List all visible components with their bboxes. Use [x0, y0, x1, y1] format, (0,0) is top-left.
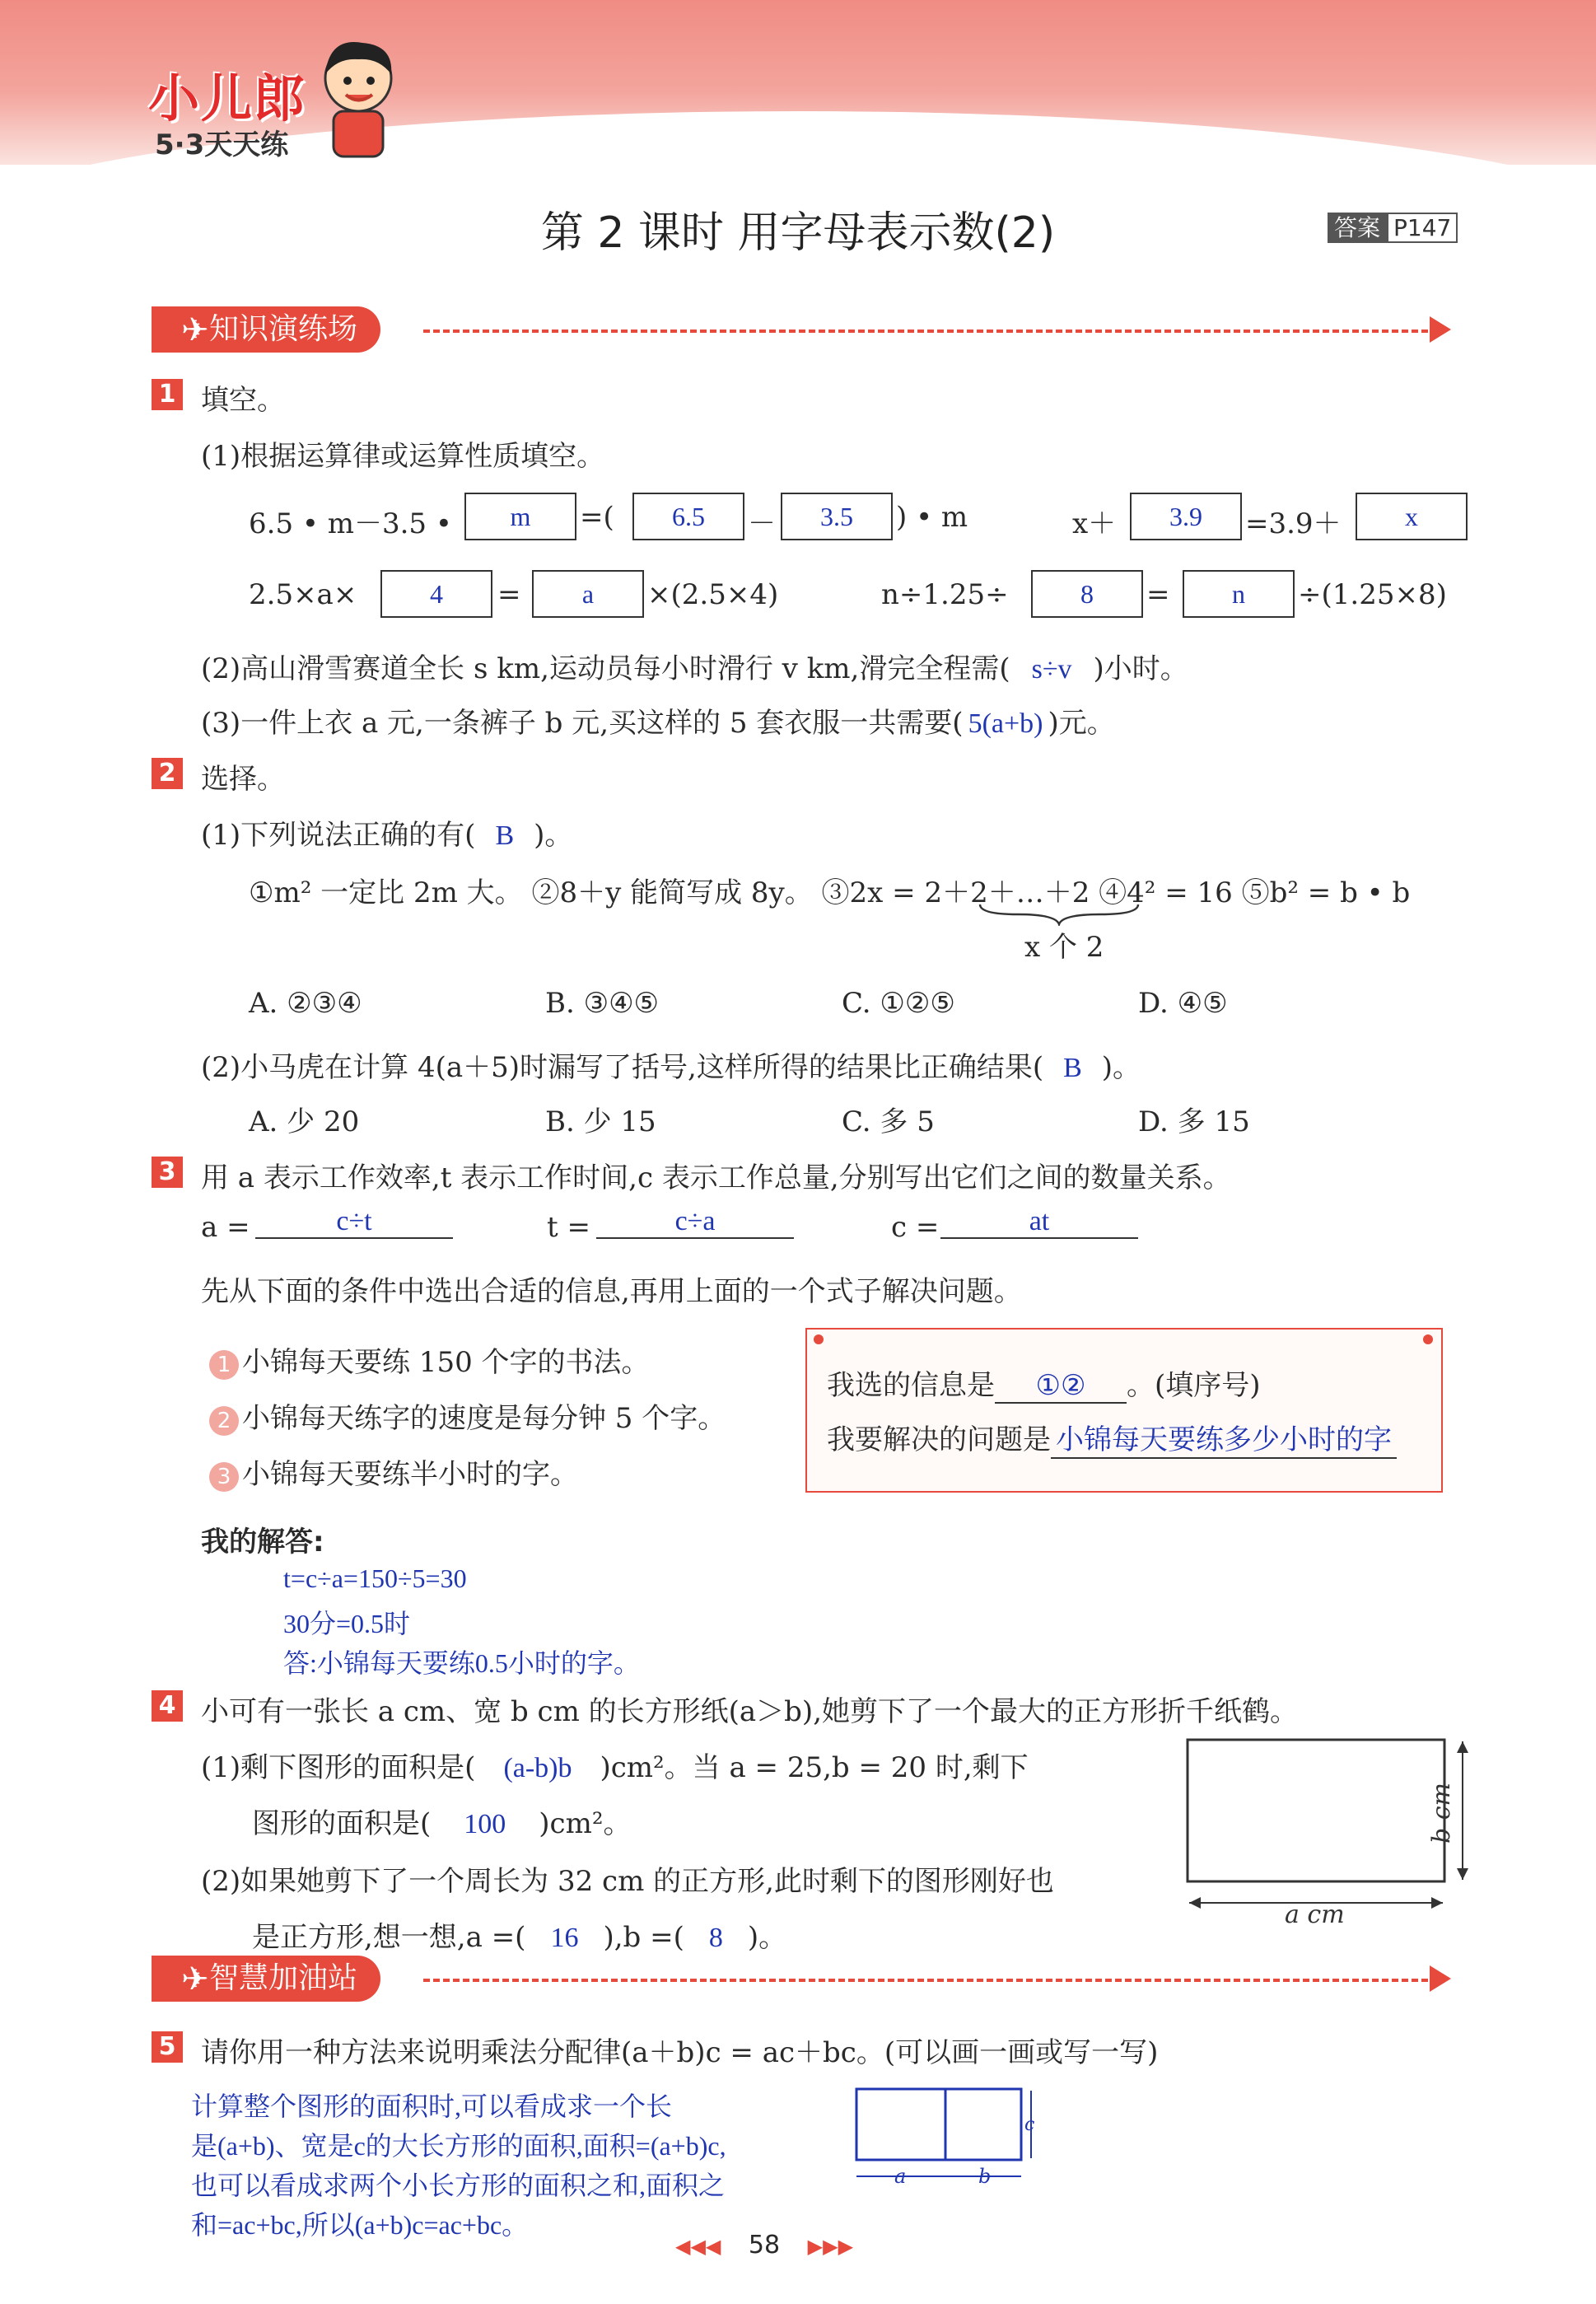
q4-part2b-mid: ),b =(: [603, 1921, 684, 1954]
q3-c-answer: at: [940, 1206, 1138, 1239]
lesson-title: 第 2 课时 用字母表示数(2): [540, 208, 1056, 258]
mascot-boy-icon: [313, 33, 404, 165]
section-practice-header: [152, 306, 1469, 356]
section-dash-line: [423, 329, 1428, 333]
q3-note-line1-pre: 我选的信息是: [827, 1369, 995, 1402]
q4-part2b-answer-a: 16: [550, 1923, 579, 1953]
q1-part2-post: )小时。: [1093, 652, 1188, 685]
next-arrows-icon: ▶▶▶: [807, 2235, 854, 2258]
q2-option2-d: D. 多 15: [1138, 1105, 1250, 1138]
q1-line2-text-b: n÷1.25÷: [881, 578, 1009, 611]
q1-line1-box5: x: [1356, 493, 1468, 540]
q1-part3: [201, 700, 1115, 741]
q2-option2-a: A. 少 20: [249, 1105, 360, 1138]
q4-part1b-answer: 100: [464, 1809, 506, 1839]
q2-part2-pre: (2)小马虎在计算 4(a＋5)时漏写了括号,这样所得的结果比正确结果(: [201, 1051, 1044, 1084]
section-dash-line: [423, 1979, 1428, 1982]
cond-text-1: 小锦每天要练 150 个字的书法。: [242, 1346, 650, 1379]
q1-part1: (1)根据运算律或运算性质填空。: [201, 440, 605, 473]
brand-logo: 小儿郎: [148, 68, 307, 129]
q4-part1b-post: )cm²。: [539, 1807, 632, 1840]
q1-part3-pre: (3)一件上衣 a 元,一条裤子 b 元,买这样的 5 套衣服一共需要(: [201, 707, 964, 740]
q2-option1-b: B. ③④⑤: [545, 987, 660, 1020]
q2-option2-b: B. 少 15: [545, 1105, 656, 1138]
q1-line2-box1: 4: [380, 570, 492, 618]
q5-fig-c-label: c: [1024, 2115, 1035, 2135]
q3-note-line1: [827, 1362, 1261, 1404]
q2-part1-post: )。: [534, 819, 573, 852]
q2-part2-answer: B: [1063, 1053, 1082, 1083]
q3-t-label: t =: [547, 1211, 590, 1244]
q2-statements: ①m² 一定比 2m 大。 ②8＋y 能简写成 8y。 ③2x = 2＋2＋…＋2 ④4² = 16 ⑤b² = b • b: [249, 876, 1411, 909]
q4-fig-a-label: a cm: [1285, 1900, 1345, 1929]
q3-note-line1-answer: ①②: [995, 1369, 1127, 1404]
q1-line1-text-c: =3.9＋: [1245, 507, 1342, 540]
q3-condition-2: [209, 1395, 726, 1436]
q1-line1-box1: m: [464, 493, 576, 540]
q5-rectangle-figure: [848, 2084, 1046, 2191]
q3-note-line1-post: 。(填序号): [1127, 1369, 1261, 1402]
q5-answer-line-1: 计算整个图形的面积时,可以看成求一个长: [191, 2091, 673, 2121]
q2-option2-c: C. 多 5: [842, 1105, 935, 1138]
section-bonus-label: 智慧加油站: [152, 1956, 380, 2002]
q3-instruction: 先从下面的条件中选出合适的信息,再用上面的一个式子解决问题。: [201, 1275, 1022, 1308]
q3-t-answer: c÷a: [596, 1206, 794, 1239]
q1-line1-minus: －: [748, 507, 776, 540]
q1-line1-text-b: x＋: [1072, 507, 1117, 540]
q4-part1b: [252, 1801, 631, 1841]
section-arrow-icon: [1430, 1965, 1451, 1992]
q1-line2-box4: n: [1183, 570, 1295, 618]
q1-line2-text-a: 2.5×a×: [249, 578, 357, 611]
q2-part1-pre: (1)下列说法正确的有(: [201, 819, 476, 852]
question-number-5: 5: [152, 2031, 183, 2063]
q5-title: 请你用一种方法来说明乘法分配律(a＋b)c = ac＋bc。(可以画一画或写一写): [201, 2036, 1159, 2069]
q1-part2: [201, 646, 1188, 686]
q4-part1-answer: (a-b)b: [503, 1753, 572, 1783]
q3-solution-line-1: t=c÷a=150÷5=30: [283, 1563, 467, 1593]
q1-title: 填空。: [201, 384, 285, 417]
q1-part2-answer: s÷v: [1031, 654, 1072, 685]
q2-option1-c: C. ①②⑤: [842, 987, 955, 1020]
section-arrow-icon: [1430, 316, 1451, 343]
q4-part2: (2)如果她剪下了一个周长为 32 cm 的正方形,此时剩下的图形刚好也: [201, 1865, 1054, 1898]
q3-solution-line-3: 答:小锦每天要练0.5小时的字。: [283, 1648, 640, 1678]
q1-part2-pre: (2)高山滑雪赛道全长 s km,运动员每小时滑行 v km,滑完全程需(: [201, 652, 1010, 685]
q3-title: 用 a 表示工作效率,t 表示工作时间,c 表示工作总量,分别写出它们之间的数量关系。: [201, 1161, 1231, 1194]
q5-answer-line-2: 是(a+b)、宽是c的大长方形的面积,面积=(a+b)c,: [191, 2131, 726, 2161]
answer-page-tag: [1328, 210, 1458, 243]
q1-line2-eq2: =: [1146, 578, 1170, 611]
q5-fig-a-label: a: [894, 2165, 907, 2188]
answer-label: 答案: [1328, 213, 1387, 243]
q2-option1-d: D. ④⑤: [1138, 987, 1228, 1020]
q1-line1-eq: =(: [580, 501, 614, 534]
prev-arrows-icon: ◀◀◀: [675, 2235, 721, 2258]
q5-answer-line-4: 和=ac+bc,所以(a+b)c=ac+bc。: [191, 2210, 529, 2240]
q1-line2-tail2: ÷(1.25×8): [1298, 578, 1447, 611]
q1-line2-box3: 8: [1031, 570, 1143, 618]
cond-number-2: 2: [209, 1406, 239, 1436]
q3-note-line2: [827, 1417, 1397, 1459]
q3-solution-line-2: 30分=0.5时: [283, 1609, 411, 1638]
q3-note-line2-answer: 小锦每天要练多少小时的字: [1051, 1417, 1397, 1459]
page-footer: [675, 2231, 853, 2260]
question-number-4: 4: [152, 1690, 183, 1722]
page-number: 58: [748, 2231, 781, 2260]
q1-line1-tail: ) • m: [896, 501, 968, 534]
q3-condition-3: [209, 1451, 578, 1492]
pin-icon: [1423, 1334, 1433, 1344]
q1-part3-post: )元。: [1048, 707, 1115, 740]
runner-icon: ✈: [181, 1961, 209, 1998]
q1-line1-box3: 3.5: [781, 493, 893, 540]
section-practice-label: 知识演练场: [152, 306, 380, 353]
q4-part2b-pre: 是正方形,想一想,a =(: [252, 1921, 526, 1954]
q2-option1-a: A. ②③④: [249, 987, 362, 1020]
q2-part2: [201, 1045, 1141, 1085]
q5-fig-b-label: b: [978, 2165, 992, 2188]
q4-part2b-answer-b: 8: [708, 1923, 723, 1953]
q3-a-label: a =: [201, 1211, 250, 1244]
q1-line2-eq: =: [497, 578, 521, 611]
underbrace-icon: [977, 901, 1141, 926]
pin-icon: [814, 1334, 824, 1344]
runner-icon: ✈: [181, 311, 209, 349]
q3-a-answer: c÷t: [255, 1206, 453, 1239]
answer-page: P147: [1387, 213, 1458, 243]
cond-number-1: 1: [209, 1350, 239, 1380]
q2-part1-answer: B: [495, 820, 515, 851]
q4-part1: [201, 1745, 1029, 1785]
section-bonus-header: [152, 1956, 1469, 2005]
q4-part1-post: )cm²。当 a = 25,b = 20 时,剩下: [600, 1751, 1029, 1784]
q3-c-label: c =: [891, 1211, 940, 1244]
q4-fig-b-label: b cm: [1427, 1783, 1456, 1844]
q2-brace-label: x 个 2: [1024, 931, 1104, 964]
q4-part2b: [252, 1914, 786, 1955]
q1-line2-box2: a: [532, 570, 644, 618]
q3-condition-1: [209, 1339, 650, 1380]
q4-part2b-post: )。: [747, 1921, 787, 1954]
q1-part3-answer: 5(a+b): [968, 708, 1043, 739]
q5-answer-line-3: 也可以看成求两个小长方形的面积之和,面积之: [191, 2171, 726, 2200]
brand-subtitle: 5·3天天练: [155, 129, 289, 161]
q4-part1b-pre: 图形的面积是(: [252, 1807, 432, 1840]
question-number-2: 2: [152, 758, 183, 789]
q4-title: 小可有一张长 a cm、宽 b cm 的长方形纸(a＞b),她剪下了一个最大的正方形折千纸鹤。: [201, 1695, 1299, 1728]
q3-solution-title: 我的解答:: [201, 1526, 324, 1559]
q2-title: 选择。: [201, 763, 285, 796]
q1-line1-box4: 3.9: [1130, 493, 1242, 540]
question-number-1: 1: [152, 379, 183, 410]
q2-part1: [201, 812, 572, 853]
q2-part2-post: )。: [1101, 1051, 1141, 1084]
question-number-3: 3: [152, 1157, 183, 1188]
q4-rectangle-figure: [1181, 1735, 1477, 1932]
q1-line2-tail: ×(2.5×4): [647, 578, 779, 611]
q1-line1-text-a: 6.5 • m－3.5 •: [249, 507, 452, 540]
q4-part1-pre: (1)剩下图形的面积是(: [201, 1751, 476, 1784]
q1-line1-box2: 6.5: [632, 493, 744, 540]
q3-note-line2-pre: 我要解决的问题是: [827, 1423, 1051, 1456]
q3-note-card: [805, 1328, 1443, 1493]
cond-text-3: 小锦每天要练半小时的字。: [242, 1458, 578, 1491]
cond-number-3: 3: [209, 1462, 239, 1492]
cond-text-2: 小锦每天练字的速度是每分钟 5 个字。: [242, 1402, 726, 1435]
